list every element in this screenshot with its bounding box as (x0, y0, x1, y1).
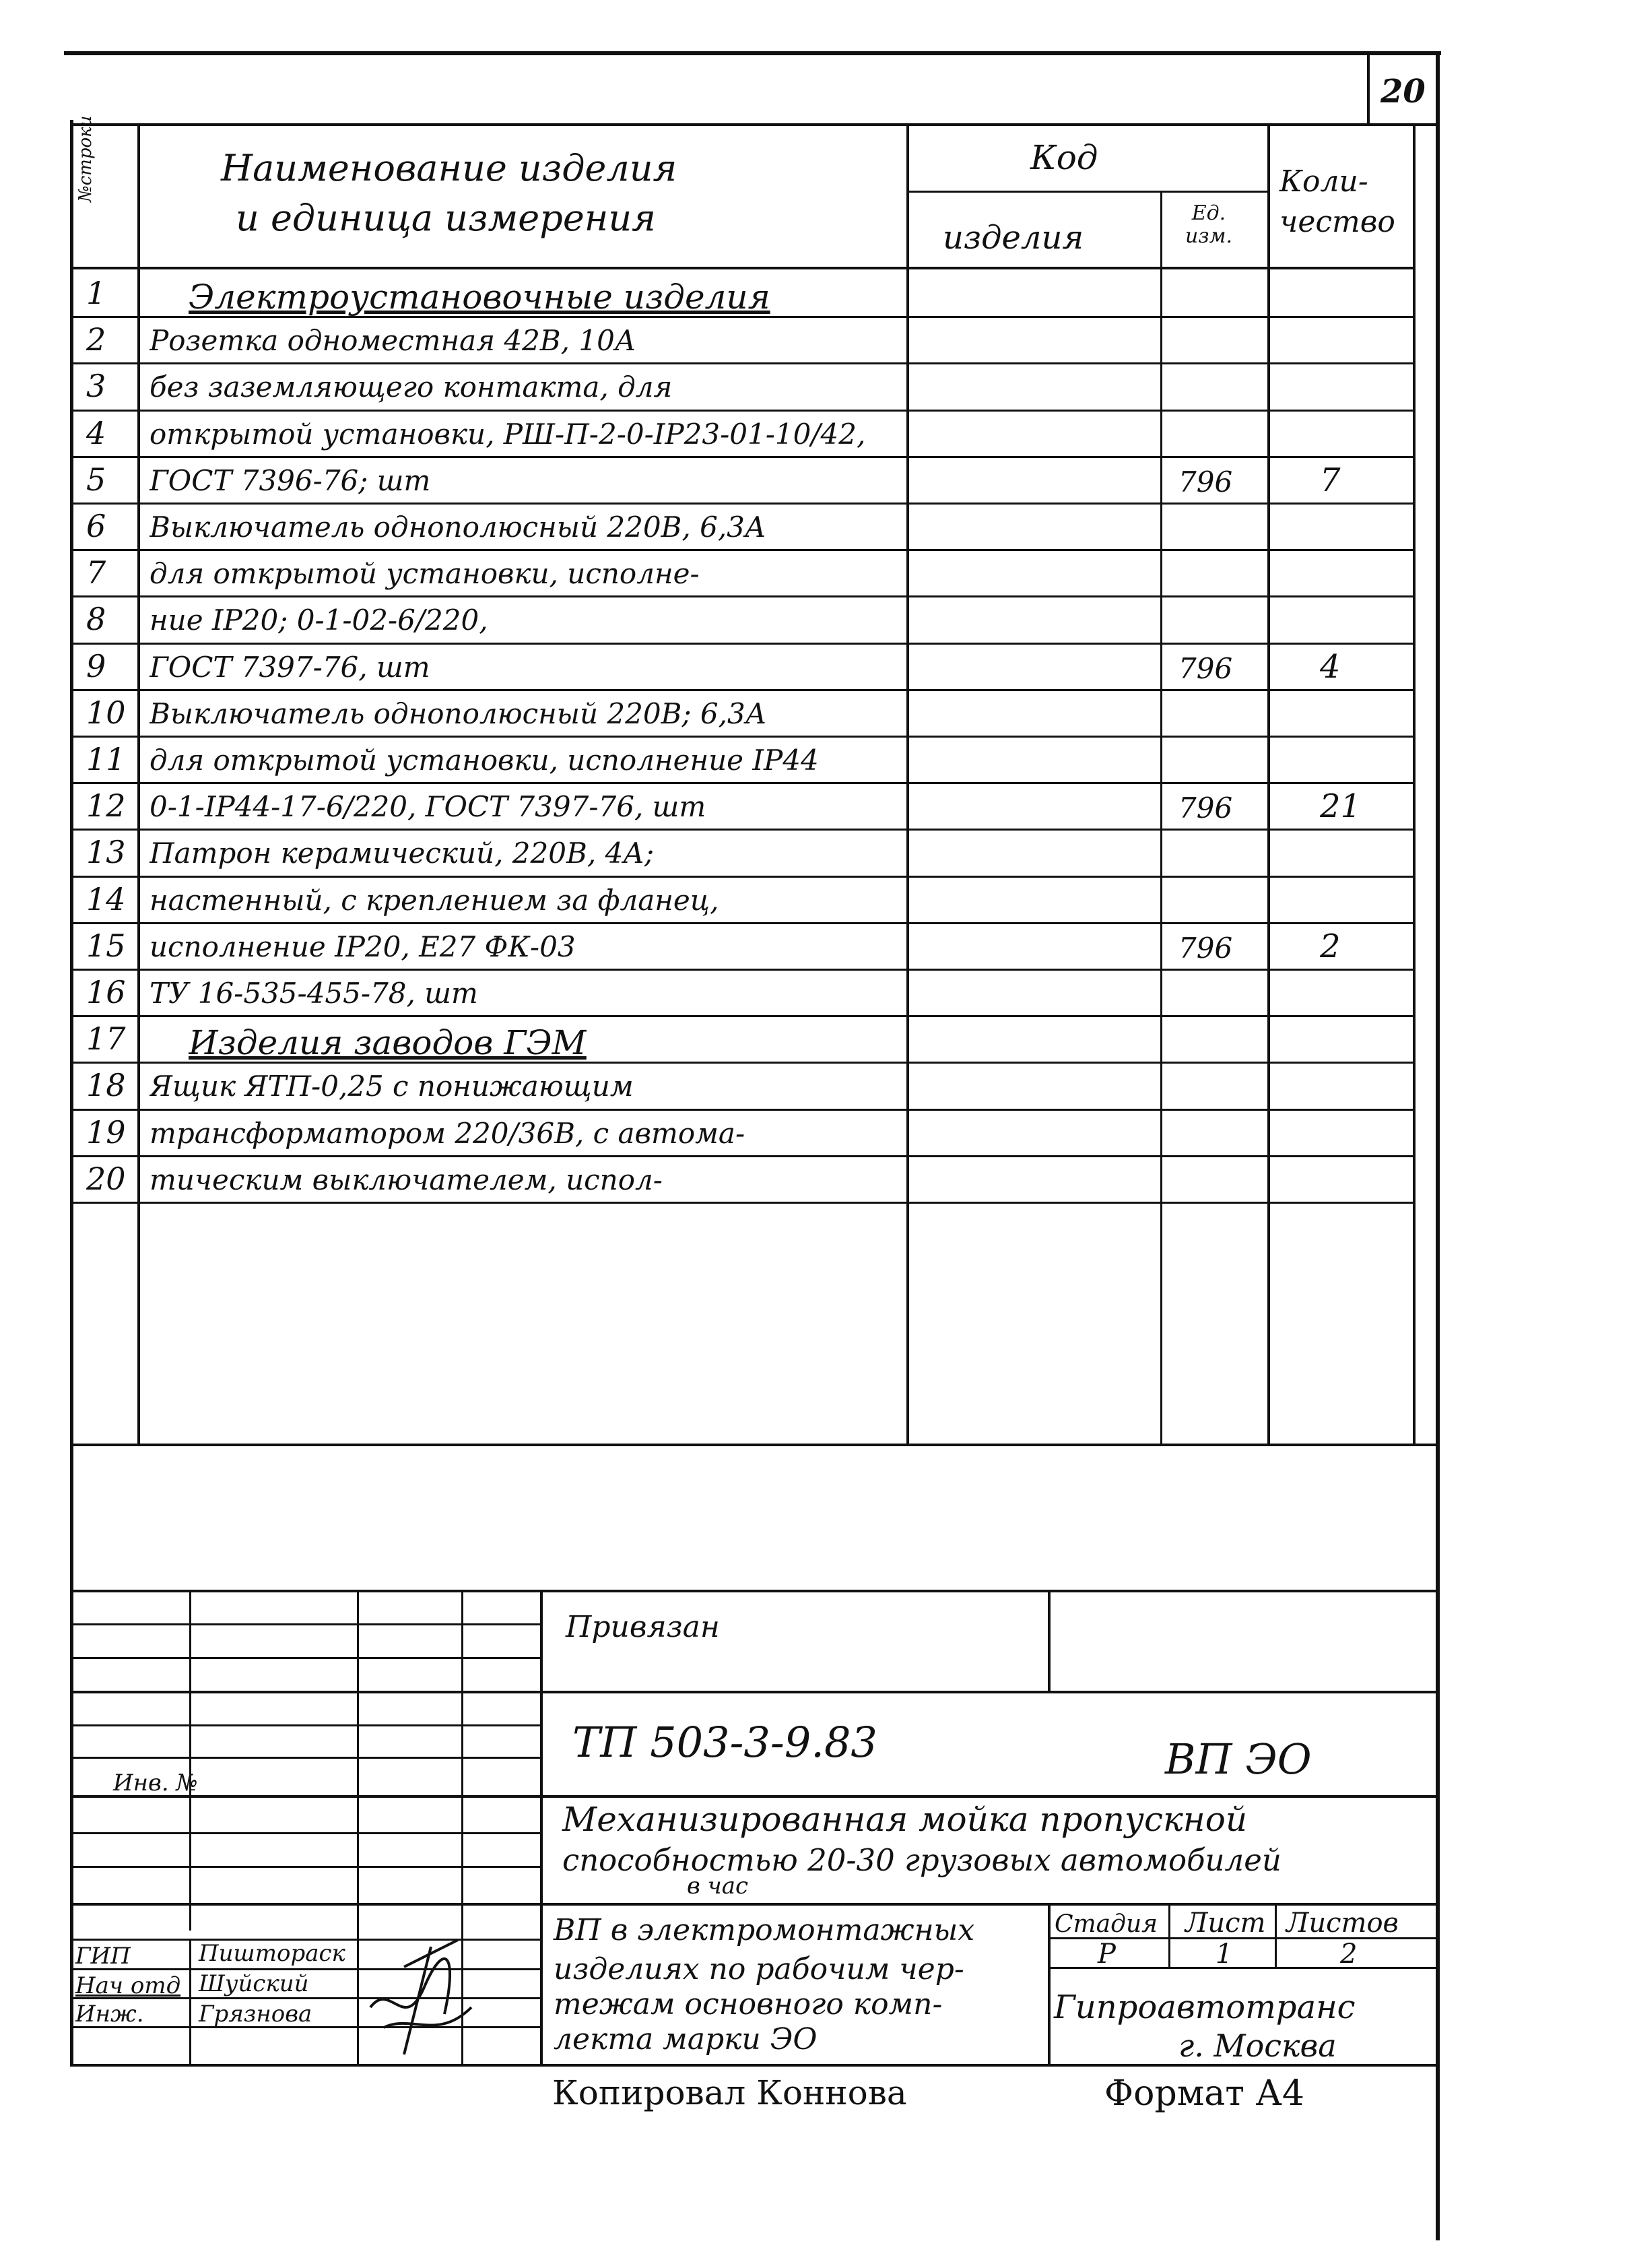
org-line2: г. Москва (1178, 2028, 1337, 2064)
person-role: Инж. (75, 2001, 144, 2028)
left-border-line (70, 120, 73, 2067)
header-name-line1: Наименование изделия (221, 147, 677, 189)
person-name: Шуйский (199, 1970, 309, 1997)
row-line (70, 1015, 1414, 1017)
stamp-vline-3 (357, 1590, 359, 2065)
row-line (70, 549, 1414, 551)
row-text: без заземляющего контакта, для (149, 370, 673, 403)
stamp-vline-7 (1048, 1903, 1051, 2065)
person-name: Грязнова (199, 2001, 312, 2028)
stamp-vline-5 (540, 1590, 543, 2065)
stage-label: Стадия (1055, 1910, 1158, 1938)
stamp-bottom-line (70, 2064, 1440, 2067)
row-line (70, 1155, 1414, 1157)
row-line (70, 922, 1414, 924)
row-unit: 796 (1178, 791, 1233, 824)
sheets-value: 2 (1340, 1939, 1358, 1970)
stamp-vline-1 (189, 1590, 191, 1931)
row-text: исполнение IР20, Е27 ФК-03 (149, 930, 576, 963)
row-line (70, 689, 1414, 691)
stamp-line-i (70, 1903, 1440, 1906)
row-number: 19 (86, 1114, 126, 1151)
table-bottom-line (70, 1444, 1440, 1446)
row-number: 17 (86, 1020, 126, 1057)
row-number: 11 (86, 741, 126, 777)
row-line (70, 736, 1414, 738)
row-text: Розетка одноместная 42В, 10А (149, 324, 636, 357)
row-text: ГОСТ 7397-76, шт (149, 651, 430, 684)
privyazan-label: Привязан (566, 1610, 720, 1644)
stamp-line-e (70, 1757, 541, 1759)
row-text: ГОСТ 7396-76; шт (149, 464, 431, 497)
subject-line4: лекта марки ЭО (554, 2022, 818, 2056)
header-code: Код (1030, 138, 1098, 177)
stamp-line-b (70, 1657, 541, 1659)
stage-value: Р (1098, 1939, 1116, 1970)
header-bottom-line (70, 267, 1414, 269)
row-number: 1 (86, 275, 106, 311)
row-text: Выключатель однополюсный 220В, 6,3А (149, 511, 766, 544)
row-number: 10 (86, 694, 126, 731)
row-unit: 796 (1178, 932, 1233, 965)
inv-number-label: Инв. № (113, 1770, 198, 1796)
top-border-line (64, 51, 1441, 55)
header-code-item: изделия (943, 219, 1084, 257)
row-text: Патрон керамический, 220В, 4А; (149, 837, 655, 870)
person-role: Нач отд (75, 1972, 181, 1999)
person-name: Пиштораск (199, 1940, 345, 1967)
sheets-label: Листов (1286, 1908, 1399, 1939)
row-line (70, 969, 1414, 971)
doc-code: ТП 503-3-9.83 (572, 1718, 877, 1767)
row-line (70, 595, 1414, 597)
title-line3: в час (687, 1873, 749, 1900)
subject-line2: изделиях по рабочим чер- (554, 1952, 964, 1986)
row-number: 15 (86, 928, 126, 964)
header-code-unit: Ед. изм. (1185, 201, 1233, 248)
row-quantity: 2 (1320, 928, 1341, 965)
stamp-line-h (70, 1866, 541, 1868)
copied-by: Копировал Коннова (552, 2073, 907, 2112)
row-text: ТУ 16-535-455-78, шт (149, 977, 478, 1010)
row-line (70, 456, 1414, 458)
row-text: ние IР20; 0-1-02-6/220, (149, 604, 488, 637)
row-unit: 796 (1178, 465, 1233, 498)
format-label: Формат А4 (1104, 2073, 1304, 2114)
stamp-line-a (70, 1623, 541, 1625)
row-number: 13 (86, 834, 126, 870)
row-line (70, 362, 1414, 364)
title-line1: Механизированная мойка пропускной (562, 1800, 1248, 1839)
row-number: 7 (86, 554, 106, 591)
stamp-line-d (70, 1724, 541, 1726)
row-number: 20 (86, 1161, 126, 1197)
row-text: трансформатором 220/36В, с автома- (149, 1117, 745, 1150)
stamp-vline-6 (1048, 1590, 1051, 1691)
stamp-line-g (70, 1832, 541, 1834)
org-line1: Гипроавтотранс (1054, 1988, 1356, 2026)
row-quantity: 21 (1320, 787, 1362, 825)
row-quantity: 4 (1320, 648, 1341, 686)
row-number: 6 (86, 508, 106, 544)
row-text: настенный, с креплением за фланец, (149, 884, 719, 917)
row-line (70, 643, 1414, 645)
row-number: 9 (86, 648, 106, 684)
person-role: ГИП (75, 1943, 131, 1970)
row-text: для открытой установки, исполнение IР44 (149, 744, 819, 777)
row-line (70, 503, 1414, 505)
row-number: 3 (86, 368, 106, 404)
header-name-line2: и единица измерения (236, 197, 656, 239)
row-text: 0-1-IР44-17-6/220, ГОСТ 7397-76, шт (149, 790, 706, 823)
row-text: Выключатель однополюсный 220В; 6,3А (149, 697, 767, 730)
stamp-vline-2 (189, 1939, 191, 2065)
row-number: 18 (86, 1067, 126, 1103)
sheet-value: 1 (1216, 1939, 1233, 1970)
row-line (70, 1109, 1414, 1111)
code-divider-line (909, 191, 1269, 193)
row-line (70, 1202, 1414, 1204)
stamp-top-line (70, 1590, 1440, 1592)
row-text: открытой установки, РШ-П-2-0-IР23-01-10/42, (149, 418, 866, 451)
row-text: Изделия заводов ГЭМ (189, 1023, 587, 1062)
row-number: 16 (86, 974, 126, 1010)
row-line (70, 876, 1414, 878)
row-line (70, 829, 1414, 831)
row-number: 8 (86, 601, 106, 637)
row-text: для открытой установки, исполне- (149, 557, 700, 590)
subject-line1: ВП в электромонтажных (554, 1913, 975, 1947)
sheet-label: Лист (1185, 1908, 1266, 1939)
stamp-line-f (70, 1795, 1440, 1798)
table-top-line (70, 123, 1440, 126)
stamp-line-c (70, 1691, 1440, 1693)
right-border-line (1436, 51, 1440, 2240)
row-text: Ящик ЯТП-0,25 с понижающим (149, 1070, 634, 1103)
header-quantity: Коли- чество (1279, 164, 1395, 239)
row-number: 14 (86, 881, 126, 917)
doc-mark: ВП ЭО (1165, 1735, 1312, 1784)
row-number: 2 (86, 321, 106, 358)
row-number: 12 (86, 787, 126, 824)
row-quantity: 7 (1320, 461, 1341, 499)
sheet-number: 20 (1380, 73, 1426, 110)
row-number: 5 (86, 461, 106, 498)
stamp-vline-9 (1275, 1903, 1277, 1969)
subject-line3: тежам основного комп- (554, 1987, 943, 2021)
title-line2: способностью 20-30 грузовых автомобилей (562, 1842, 1282, 1878)
row-unit: 796 (1178, 652, 1233, 685)
row-text: тическим выключателем, испол- (149, 1163, 663, 1196)
row-line (70, 782, 1414, 784)
header-row-number: №строки (75, 115, 96, 202)
signature-mark (364, 1926, 478, 2061)
sheet-number-left-line (1367, 55, 1370, 125)
row-text: Электроустановочные изделия (189, 278, 770, 317)
col-line-unit (1160, 191, 1162, 1444)
row-number: 4 (86, 415, 106, 451)
row-line (70, 410, 1414, 412)
stamp-vline-8 (1168, 1903, 1170, 1969)
